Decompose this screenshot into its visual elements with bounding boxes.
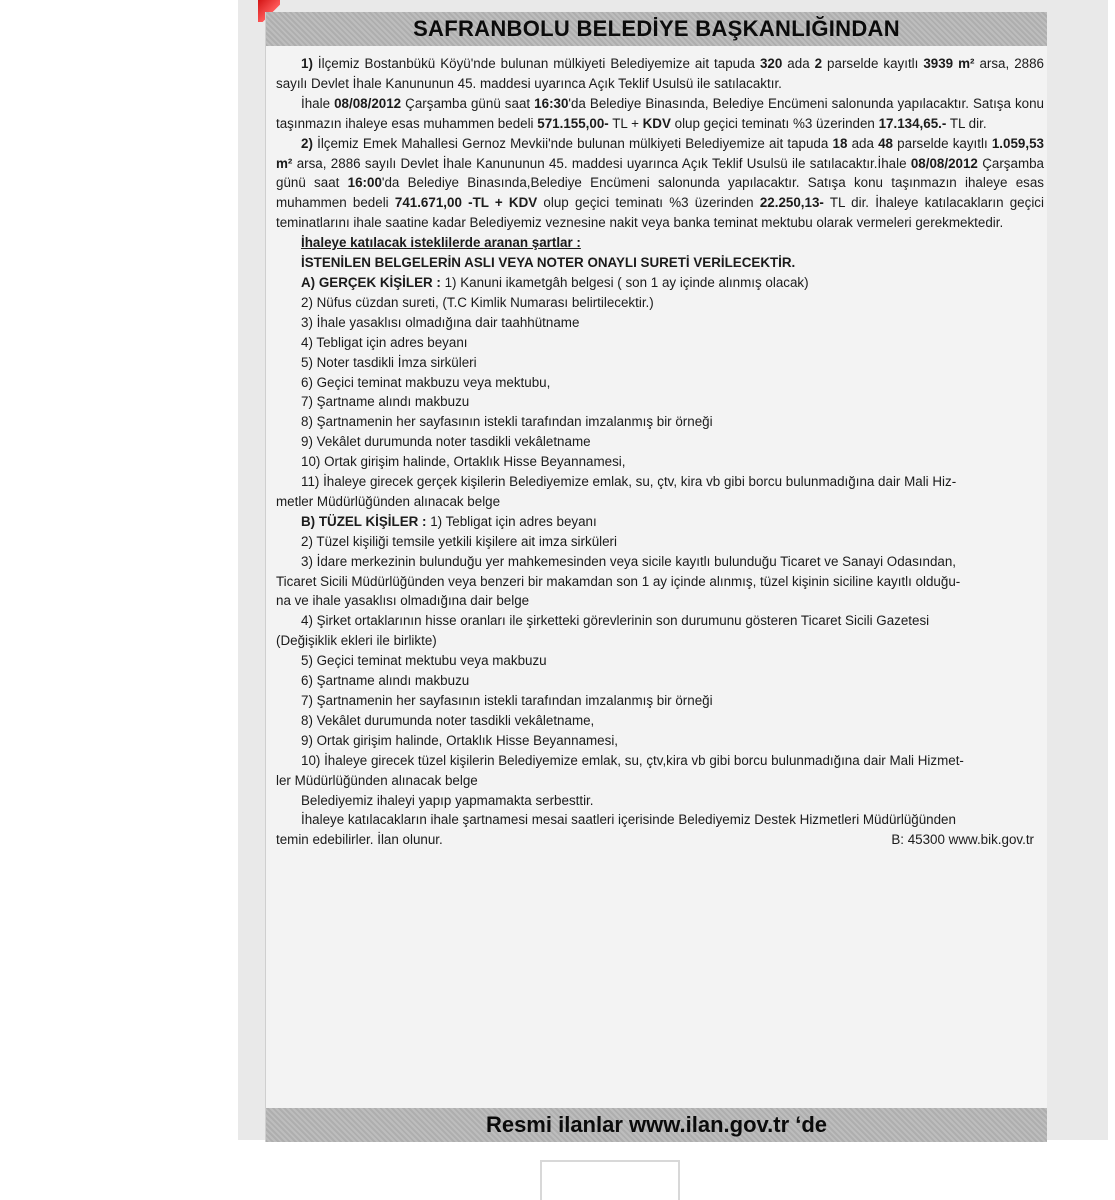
section-b-first-line: B) TÜZEL KİŞİLER : 1) Tebligat için adres beyanı (301, 513, 597, 529)
closing-line-3: temin edebilirler. İlan olunur. (276, 832, 443, 848)
section-b-item: 8) Vekâlet durumunda noter tasdikli vekâletname, (301, 712, 595, 728)
section-a-item-11-cont: metler Müdürlüğünden alınacak belge (276, 493, 501, 509)
section-a-item: 5) Noter tasdikli İmza sirküleri (301, 354, 477, 370)
section-a-item-11: 11) İhaleye girecek gerçek kişilerin Belediyemize emlak, su, çtv, kira vb gibi borcu bulunmadığına dair Mali Hiz- (301, 474, 957, 490)
header-band (266, 12, 1047, 46)
section-b-item: 9) Ortak girişim halinde, Ortaklık Hisse Beyannamesi, (301, 732, 619, 748)
closing-line-1: Belediyemiz ihaleyi yapıp yapmamakta serbesttir. (301, 792, 594, 808)
section-b-item-4: 4) Şirket ortaklarının hisse oranları ile şirketteki görevlerinin son durumunu gösteren Ticaret Sicili Gazetesi (301, 613, 930, 629)
section-a-item: 8) Şartnamenin her sayfasının istekli tarafından imzalanmış bir örneği (301, 414, 713, 430)
section-b-item: 7) Şartnamenin her sayfasının istekli tarafından imzalanmış bir örneği (301, 693, 713, 708)
footer-text: Resmi ilanlar www.ilan.gov.tr ‘de (485, 1112, 828, 1137)
section-a-item: 7) Şartname alındı makbuzu (301, 394, 470, 410)
footer-band (266, 1108, 1047, 1142)
section-a-item: 10) Ortak girişim halinde, Ortaklık Hisse Beyannamesi, (301, 454, 626, 470)
item-2-paragraph: 2) İlçemiz Emek Mahallesi Gernoz Mevkii'nde bulunan mülkiyeti Belediyemize ait tapuda 18 ada 48 parselde kayıtlı 1.059,53 m² arsa, 2886 sayılı Devlet İhale Kanununun 45. maddesi uyarınca Açık Teklif Usulsü ile satılacaktır.İhale 08/08/2012 Çarşamba günü saat 16:00'da Belediye Binasında,Belediye Encümeni salonunda yapılacaktır. Satışa konu taşınmazın ihaleye esas muhammen bedeli 741.671,00 -TL + KDV olup geçici teminatı %3 üzerinden 22.250,13- TL dir. İhaleye katılacakların geçici teminatlarını ihale saatine kadar Belediyemiz veznesine nakit veya banka teminat mektubu olarak vermeleri gerekmektedir. (276, 135, 1044, 231)
section-a-item: 4) Tebligat için adres beyanı (301, 334, 468, 350)
item-1-auction-paragraph: İhale 08/08/2012 Çarşamba günü saat 16:30'da Belediye Binasında, Belediye Encümeni salonunda yapılacaktır. Satışa konu taşınmazın ihaleye esas muhammen bedeli 571.155,00- TL + KDV olup geçici teminatı %3 üzerinden 17.134,65.- TL dir. (276, 95, 1045, 131)
closing-line-2: İhaleye katılacakların ihale şartnamesi mesai saatleri içerisinde Belediyemiz Destek Hizmetleri Müdürlüğünden (301, 812, 956, 828)
section-b-item-10: 10) İhaleye girecek tüzel kişilerin Belediyemize emlak, su, çtv,kira vb gibi borcu bulunmadığına dair Mali Hizmet- (301, 752, 964, 768)
announcement-body (276, 54, 1044, 1072)
section-b-item-3-cont2: na ve ihale yasaklısı olmadığına dair belge (276, 593, 530, 609)
section-a-item: 6) Geçici teminat makbuzu veya mektubu, (301, 374, 551, 390)
announcement-box (265, 12, 1047, 1142)
reference-number: B: 45300 www.bik.gov.tr (891, 832, 1034, 848)
section-a-item: 2) Nüfus cüzdan sureti, (T.C Kimlik Numarası belirtilecektir.) (301, 294, 654, 310)
section-a-first-line: A) GERÇEK KİŞİLER : 1) Kanuni ikametgâh belgesi ( son 1 ay içinde alınmış olacak) (301, 274, 809, 290)
announcement-title: SAFRANBOLU BELEDİYE BAŞKANLIĞINDAN (413, 16, 900, 41)
section-b-item: 5) Geçici teminat mektubu veya makbuzu (301, 653, 547, 669)
section-b-item-4-cont: (Değişiklik ekleri ile birlikte) (276, 633, 437, 649)
signature-line (276, 830, 1044, 850)
scanner-clip (540, 1160, 680, 1200)
conditions-heading: İhaleye katılacak isteklilerde aranan şartlar : (301, 235, 581, 251)
section-b-item-3: 3) İdare merkezinin bulunduğu yer mahkemesinden veya sicile kayıtlı bulunduğu Ticaret ve Sanayi Odasından, (301, 553, 957, 569)
section-a-item: 9) Vekâlet durumunda noter tasdikli vekâletname (301, 434, 591, 450)
section-b-item-3-cont: Ticaret Sicili Müdürlüğünden veya benzeri bir makamdan son 1 ay içinde alınmış, tüzel kişinin siciline kayıtlı olduğu- (276, 573, 961, 589)
item-1-paragraph: 1) İlçemiz Bostanbükü Köyü'nde bulunan mülkiyeti Belediyemize ait tapuda 320 ada 2 parselde kayıtlı 3939 m² arsa, 2886 sayılı Devlet İhale Kanununun 45. maddesi uyarınca Açık Teklif Usulsü ile satılacaktır. (276, 56, 1044, 91)
section-b-item: 6) Şartname alındı makbuzu (301, 673, 470, 689)
section-b-item-10-cont: ler Müdürlüğünden alınacak belge (276, 772, 478, 788)
documents-heading: İSTENİLEN BELGELERİN ASLI VEYA NOTER ONAYLI SURETİ VERİLECEKTİR. (301, 255, 796, 271)
section-a-item: 3) İhale yasaklısı olmadığına dair taahhütname (301, 314, 580, 330)
section-b-item-2: 2) Tüzel kişiliği temsile yetkili kişilere ait imza sirküleri (301, 533, 617, 549)
